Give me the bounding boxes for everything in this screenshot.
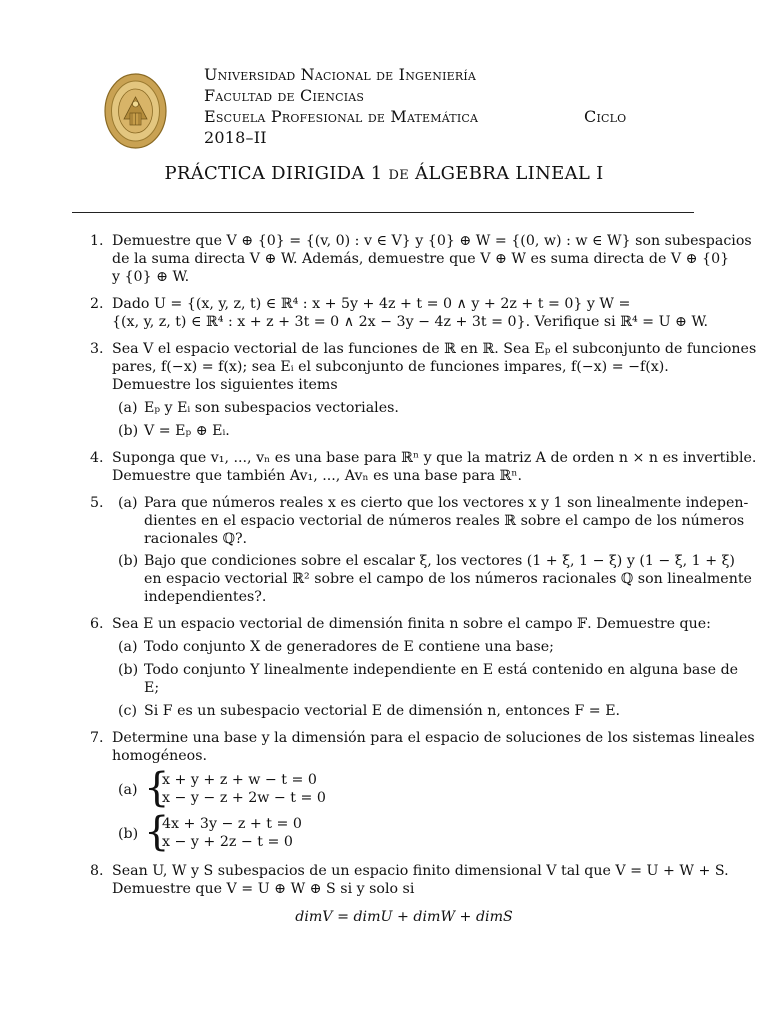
subitem-label: (b) [118,423,139,439]
equation: x − y + 2z − t = 0 [162,834,293,850]
problem-3 [72,340,757,440]
problem-number: 8. [90,863,104,879]
display-equation: dimV = dimU + dimW + dimS [295,909,513,925]
left-brace-icon: { [144,809,170,855]
subitem-a [112,494,749,548]
subitem-b [72,422,696,440]
problem-text-line: Sea E un espacio vectorial de dimensión finita n sobre el campo 𝔽. Demuestre que: [112,616,711,632]
equation-group [162,815,302,851]
cycle-value: 2018–II [204,128,267,147]
subitem-text: Todo conjunto Y linealmente independiente en E está contenido en alguna base de [144,662,739,678]
problem-text-line: de la suma directa V ⊕ W. Además, demuestre que V ⊕ W es suma directa de V ⊕ {0} [112,251,730,267]
university-name: Universidad Nacional de Ingeniería [204,65,477,84]
problem-text-line: Demuestre que también Av₁, ..., Avₙ es una base para ℝⁿ. [112,468,522,484]
subitem-label: (a) [118,495,138,511]
system-b [72,809,696,855]
problem-number: 1. [90,233,104,249]
problem-2 [72,295,709,331]
subitem-label: (b) [118,826,139,842]
title-divider [72,212,694,213]
problem-text-line: Demuestre que V ⊕ {0} = {(v, 0) : v ∈ V} y {0} ⊕ W = {(0, w) : w ∈ W} son subespacios [112,233,752,249]
university-seal-logo [104,73,167,149]
problem-list [72,232,757,935]
subitem-text: Para que números reales x es cierto que los vectores x y 1 son linealmente indepen- [144,495,749,511]
title-de: de [388,163,410,184]
problem-number: 5. [90,495,104,511]
problem-4 [72,449,757,485]
subitem-text: E; [144,680,160,696]
problem-7 [72,729,755,855]
title-part-2: ÁLGEBRA LINEAL I [409,163,604,184]
problem-text-line: {(x, y, z, t) ∈ ℝ⁴ : x + z + 3t = 0 ∧ 2x − 3y − 4z + 3t = 0}. Verifique si ℝ⁴ = U ⊕ W. [112,314,709,330]
problem-text-line: homogéneos. [112,748,208,764]
problem-text-line: Demuestre los siguientes items [112,377,338,393]
subitem-label: (c) [118,703,138,719]
subitem-text: Bajo que condiciones sobre el escalar ξ, los vectores (1 + ξ, 1 − ξ) y (1 − ξ, 1 + ξ) [144,553,735,569]
subitem-text: Si F es un subespacio vectorial E de dimensión n, entonces F = E. [144,703,621,719]
problem-text-line: y {0} ⊕ W. [112,269,190,285]
problem-text-line: Demuestre que V = U ⊕ W ⊕ S si y solo si [112,881,415,897]
system-a [72,765,696,811]
subitem-b [72,661,739,697]
subitem-a [72,399,696,417]
subitem-text: V = Eₚ ⊕ Eᵢ. [144,423,230,439]
problem-text-line: Dado U = {(x, y, z, t) ∈ ℝ⁴ : x + 5y + 4z + t = 0 ∧ y + 2z + t = 0} y W = [112,296,631,312]
problem-text-line: Sea V el espacio vectorial de las funciones de ℝ en ℝ. Sea Eₚ el subconjunto de funciones [112,341,757,357]
subitem-a [72,638,696,656]
subitem-label: (b) [118,553,139,569]
subitem-text: independientes?. [144,589,267,605]
subitem-label: (a) [118,782,138,798]
problem-number: 6. [90,616,104,632]
subitem-text: Eₚ y Eᵢ son subespacios vectoriales. [144,400,399,416]
problem-text-line: pares, f(−x) = f(x); sea Eᵢ el subconjunto de funciones impares, f(−x) = −f(x). [112,359,669,375]
problem-8 [72,862,729,926]
subitem-label: (a) [118,639,138,655]
equation-group [162,771,326,807]
left-brace-icon: { [144,765,170,811]
problem-6 [72,615,739,720]
subitem-c [72,702,696,720]
subitem-text: en espacio vectorial ℝ² sobre el campo de los números racionales ℚ son linealmente [144,571,752,587]
problem-number: 3. [90,341,104,357]
problem-number: 4. [90,450,104,466]
problem-text-line: Determine una base y la dimensión para el espacio de soluciones de los sistemas lineales [112,730,755,746]
equation: 4x + 3y − z + t = 0 [162,816,302,832]
problem-1 [72,232,752,286]
problem-text-line: Sean U, W y S subespacios de un espacio finito dimensional V tal que V = U + W + S. [112,863,729,879]
subitem-label: (a) [118,400,138,416]
problem-number: 2. [90,296,104,312]
problem-number: 7. [90,730,104,746]
document-title [0,163,768,185]
cycle-label: Ciclo [584,107,627,126]
problem-5 [72,494,752,606]
problem-text-line: Suponga que v₁, ..., vₙ es una base para ℝⁿ y que la matriz A de orden n × n es invertible. [112,450,757,466]
subitem-text: racionales ℚ?. [144,531,248,547]
subitem-text: Todo conjunto X de generadores de E contiene una base; [144,639,554,655]
document-header [204,64,644,148]
equation: x + y + z + w − t = 0 [162,772,317,788]
school-name: Escuela Profesional de Matemática [204,107,479,126]
faculty-name: Facultad de Ciencias [204,86,365,105]
equation: x − y − z + 2w − t = 0 [162,790,326,806]
title-part-1: PRÁCTICA DIRIGIDA 1 [164,163,389,184]
subitem-label: (b) [118,662,139,678]
school-line [204,106,644,127]
subitem-text: dientes en el espacio vectorial de números reales ℝ sobre el campo de los números [144,513,745,529]
subitem-b [112,552,752,606]
